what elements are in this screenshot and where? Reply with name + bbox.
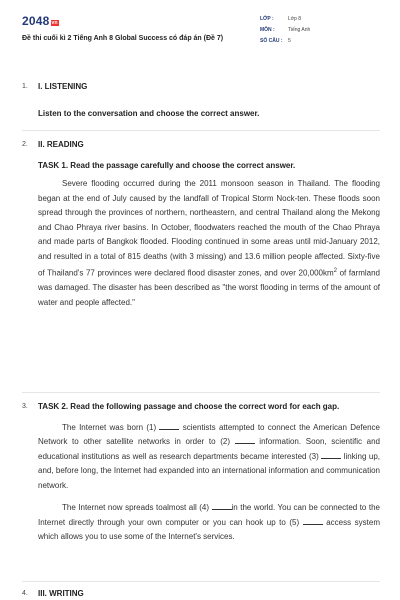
meta-label: LỚP : xyxy=(260,16,274,22)
meta-value: 5 xyxy=(288,38,291,44)
logo-suffix: vn xyxy=(51,20,58,26)
header xyxy=(22,14,380,49)
question-1 xyxy=(22,80,380,121)
question-body xyxy=(38,587,380,600)
passage-text: scientists attempted to connect the American Defence Network to other satellite networks in order to (2) xyxy=(38,422,381,446)
meta-value: Tiếng Anh xyxy=(288,27,311,33)
section-title: I. LISTENING xyxy=(38,82,88,91)
exam-meta xyxy=(260,16,380,49)
header-left xyxy=(22,14,254,43)
instruction: Listen to the conversation and choose the correct answer. xyxy=(38,108,260,118)
divider xyxy=(22,581,380,582)
question-3 xyxy=(22,400,380,545)
meta-row-subject xyxy=(260,27,380,33)
section-title: II. READING xyxy=(38,140,84,149)
meta-label: SỐ CÂU : xyxy=(260,38,283,44)
passage-text: access system which allows you to use some of the Internet's services. xyxy=(38,517,380,541)
logo-text: 2048 xyxy=(22,14,50,28)
divider xyxy=(22,130,380,131)
passage-text: Severe flooding occurred during the 2011 monsoon season in Thailand. The flooding began at the end of July caused by the landfall of Tropical Storm Nock-ten. These floods soon spread through the provinces of northern, northeastern, and central Thailand along the Mekong and Chao Phraya river basins. In October, floodwaters reached the mouth of the Chao Phraya and made parts of Bangkok flooded. Flooding continued in some areas until mid-January 2012, and resulted in a total of 815 deaths (with 3 missing) and 13.6 million people affected. Sixty-five of Thailand's 77 provinces were declared flood disaster zones, and over 20,000km xyxy=(38,179,380,278)
question-number: 3. xyxy=(22,403,28,410)
question-body xyxy=(38,400,380,545)
blank-3[interactable] xyxy=(321,450,341,459)
meta-label: MÔN : xyxy=(260,27,275,33)
reading-passage xyxy=(38,177,380,310)
blank-2[interactable] xyxy=(235,435,255,444)
question-number: 1. xyxy=(22,83,28,90)
blank-1[interactable] xyxy=(159,421,179,430)
passage-text: of farmland was damaged. The disaster has been described as "the worst flooding in terms of the amount of water and people affected." xyxy=(38,268,380,307)
section-title: III. WRITING xyxy=(38,589,84,598)
passage-text: The Internet now spreads toalmost all (4) xyxy=(62,503,212,512)
blank-4[interactable] xyxy=(212,501,232,510)
gap-fill-paragraph-2 xyxy=(38,501,380,545)
passage-text: The Internet was born (1) xyxy=(62,422,160,432)
superscript: 2 xyxy=(333,268,337,274)
meta-row-count xyxy=(260,38,380,44)
question-number: 2. xyxy=(22,141,28,148)
exam-title: Đề thi cuối kì 2 Tiếng Anh 8 Global Success có đáp án (Đề 7) xyxy=(22,35,224,42)
question-2 xyxy=(22,138,380,310)
site-logo[interactable] xyxy=(22,14,254,30)
task-title: TASK 2. Read the following passage and choose the correct word for each gap. xyxy=(38,402,340,411)
passage-text: in the world. You can be connected to the Internet directly through your own computer or you can hook up to (5) xyxy=(38,503,380,527)
meta-value: Lớp 8 xyxy=(288,16,302,22)
blank-5[interactable] xyxy=(303,516,323,525)
question-number: 4. xyxy=(22,590,28,597)
divider xyxy=(22,392,380,393)
task-title: TASK 1. Read the passage carefully and choose the correct answer. xyxy=(38,160,296,170)
gap-fill-paragraph-1 xyxy=(38,421,380,494)
question-body xyxy=(38,138,380,310)
question-body xyxy=(38,80,380,121)
passage-text: information. Soon, scientific and educational institutions as well as research departments became interested (3) xyxy=(38,437,380,461)
passage-text: linking up, and, before long, the Internet had expanded into an international information and communication network. xyxy=(38,451,381,490)
question-4 xyxy=(22,587,380,600)
meta-row-class xyxy=(260,16,380,22)
